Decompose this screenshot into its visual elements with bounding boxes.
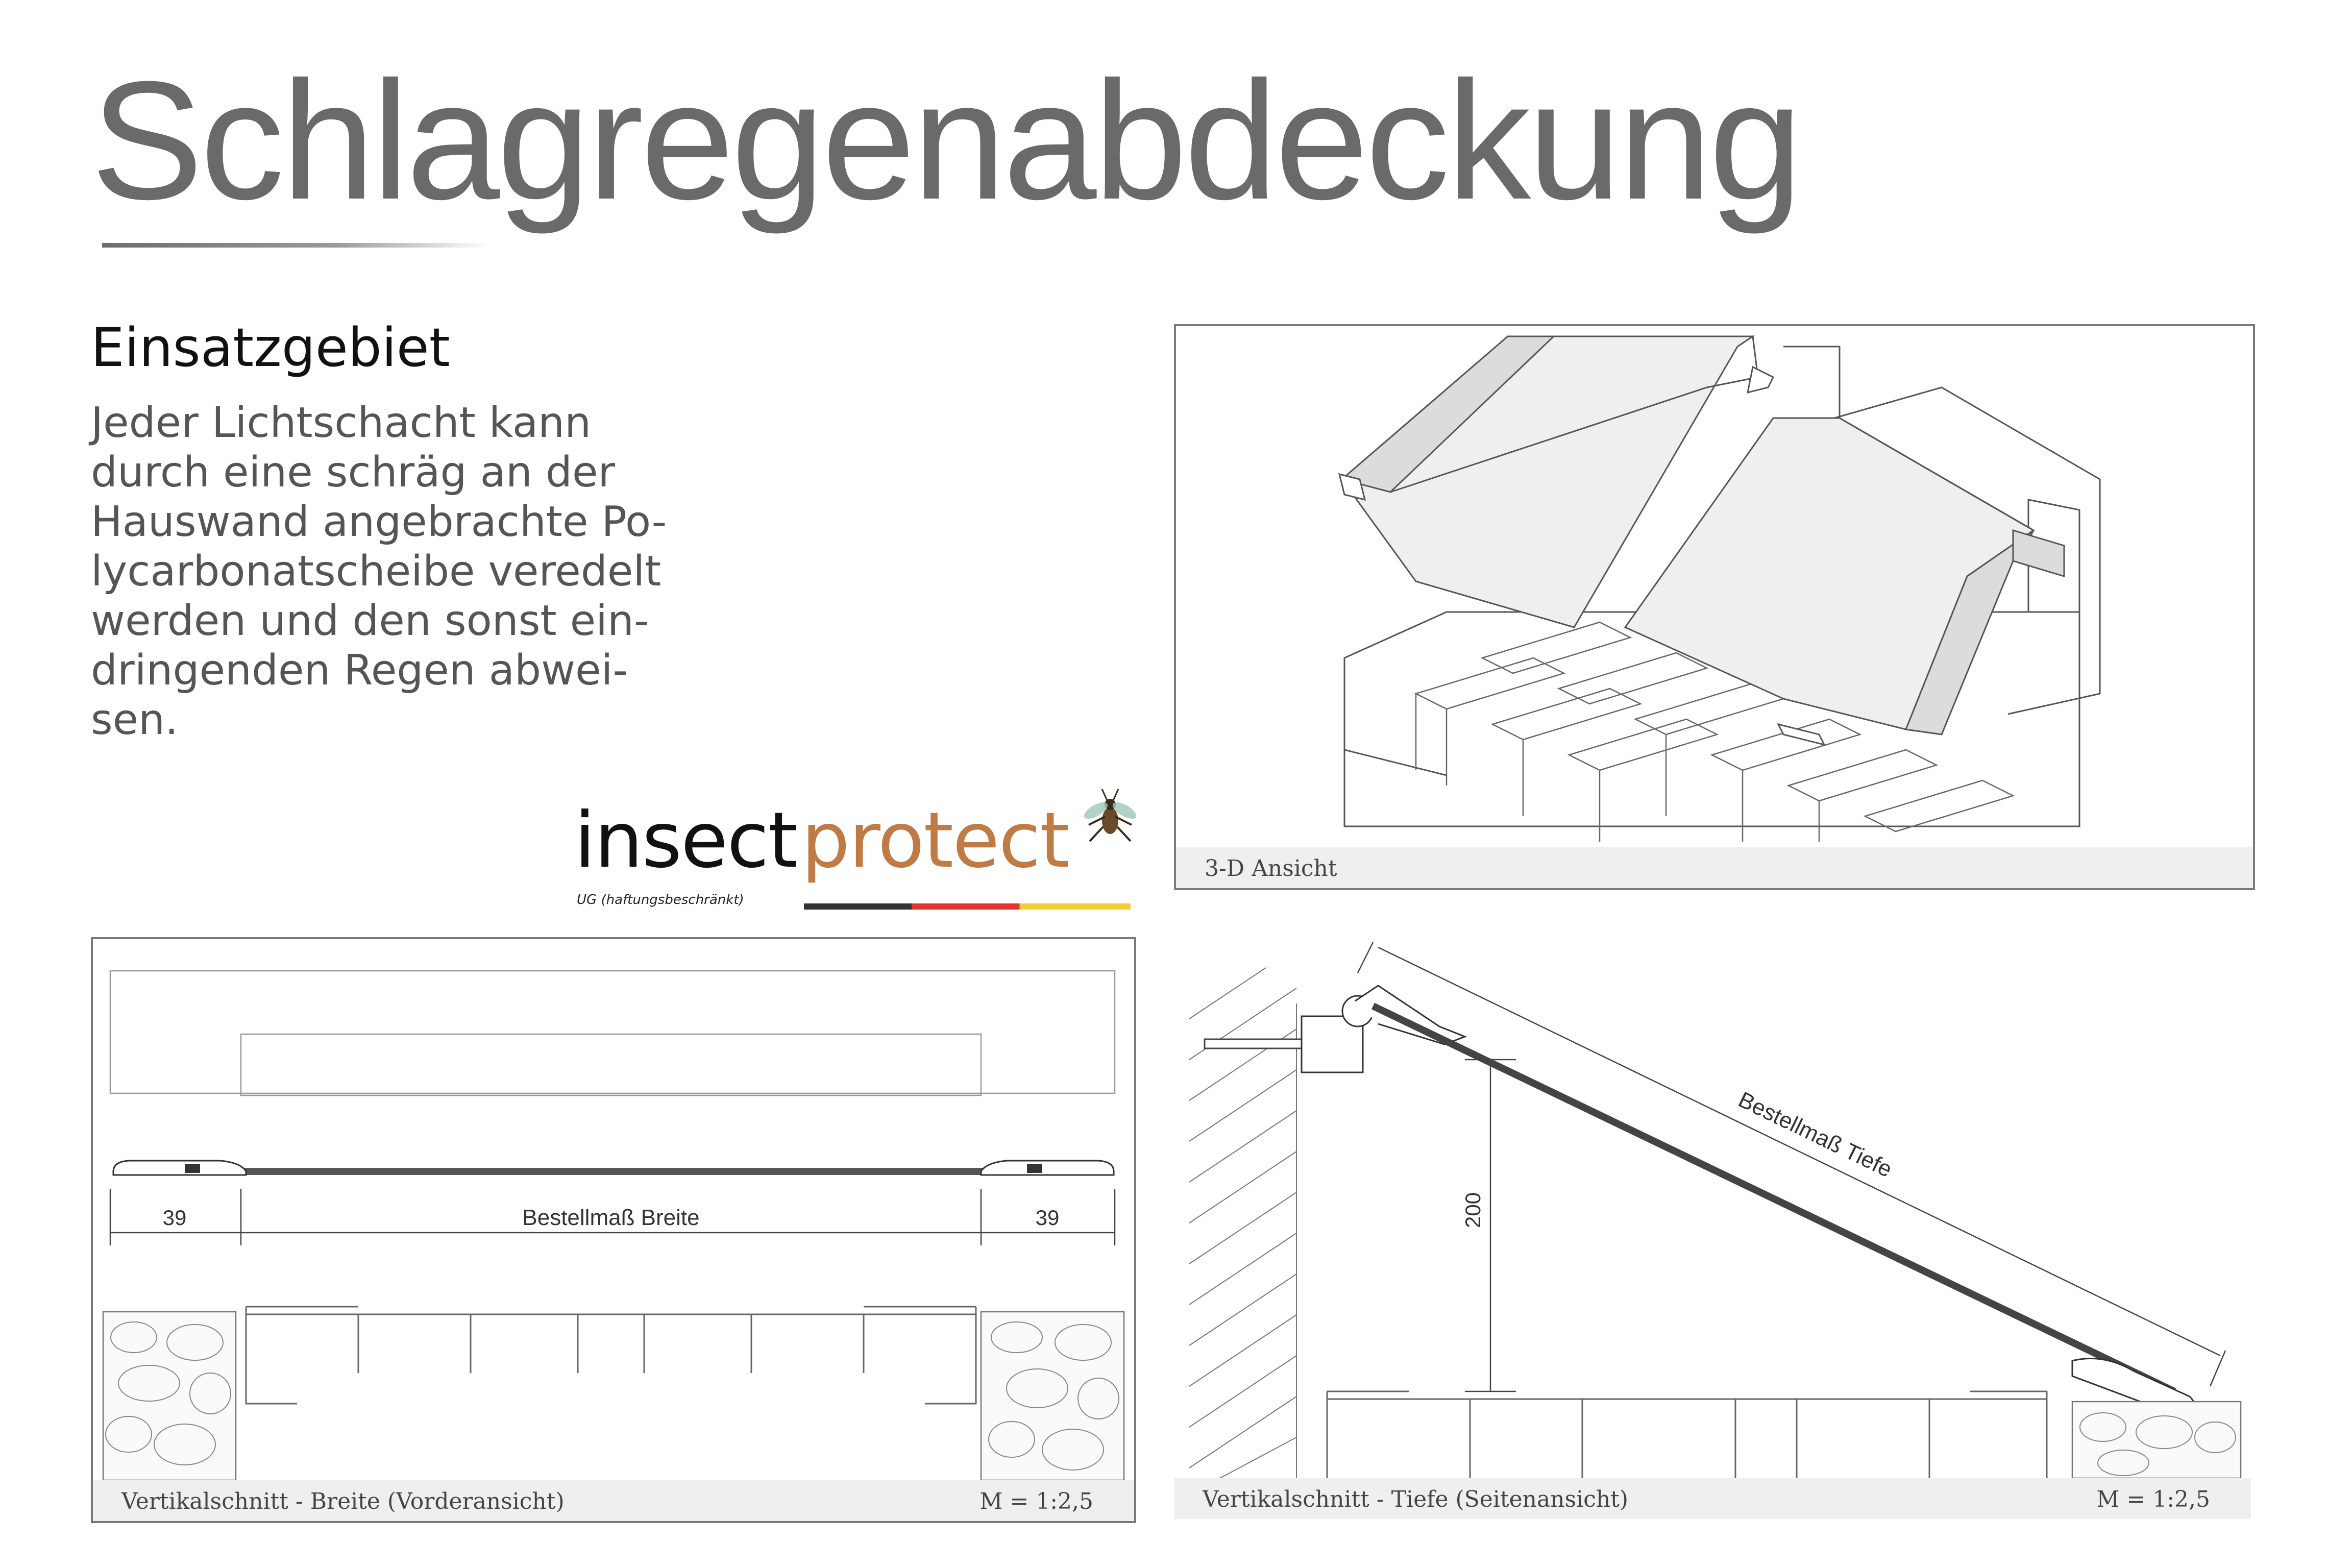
logo-subtitle: UG (haftungsbeschränkt) bbox=[577, 892, 744, 908]
logo-word-insect: insect bbox=[574, 796, 797, 885]
dim-width-label: Bestellmaß Breite bbox=[522, 1205, 700, 1230]
width-section-drawing bbox=[93, 939, 1134, 1480]
3d-drawing bbox=[1176, 326, 2253, 847]
panel-width-section bbox=[91, 937, 1136, 1523]
panel-3d-caption-bar bbox=[1176, 847, 2253, 888]
depth-caption-bar bbox=[1174, 1478, 2251, 1519]
width-caption-bar bbox=[93, 1480, 1134, 1521]
depth-section-caption: Vertikalschnitt - Tiefe (Seitenansicht) bbox=[1203, 1486, 1629, 1512]
dim-depth-label: Bestellmaß Tiefe bbox=[1734, 1087, 1896, 1183]
dim-left-label: 39 bbox=[162, 1206, 187, 1230]
width-section-scale: M = 1:2,5 bbox=[979, 1488, 1093, 1514]
panel-3d-view bbox=[1174, 324, 2255, 890]
page-title: Schlagregenabdeckung bbox=[91, 46, 1800, 234]
depth-section-drawing bbox=[1174, 937, 2251, 1478]
section-body: Jeder Lichtschacht kann durch eine schräg an der Hauswand angebrachte Po- lycarbonatscheibe veredelt werden und den sonst ein- dringenden Regen abwei- sen. bbox=[91, 399, 667, 744]
company-logo bbox=[574, 796, 1156, 919]
panel-depth-section bbox=[1174, 937, 2251, 1519]
logo-stripe bbox=[804, 903, 1131, 910]
insect-icon bbox=[1074, 781, 1146, 852]
width-section-caption: Vertikalschnitt - Breite (Vorderansicht) bbox=[121, 1488, 565, 1514]
section-heading: Einsatzgebiet bbox=[91, 316, 450, 379]
logo-word-protect: protect bbox=[801, 796, 1069, 885]
depth-section-scale: M = 1:2,5 bbox=[2096, 1486, 2210, 1512]
title-underline bbox=[102, 243, 490, 248]
dim-height-label: 200 bbox=[1461, 1192, 1485, 1229]
panel-3d-caption: 3-D Ansicht bbox=[1205, 855, 1337, 881]
dim-right-label: 39 bbox=[1035, 1206, 1060, 1230]
